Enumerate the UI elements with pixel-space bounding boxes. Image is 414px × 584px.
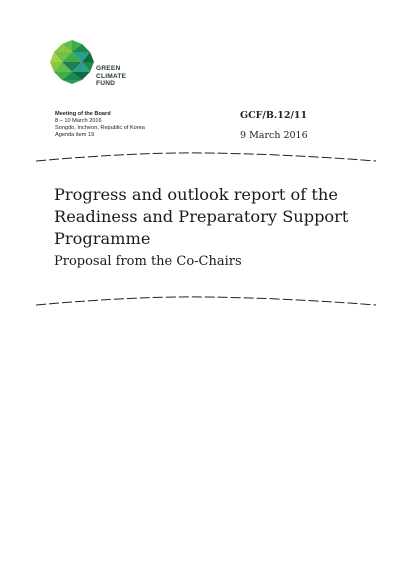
green-globe-icon [48,38,96,86]
logo-line-green: GREEN [96,65,121,72]
logo-line-fund: FUND [96,80,116,88]
meeting-dates: 8 – 10 March 2016 [55,118,102,124]
page-title [54,184,384,250]
meeting-title: Meeting of the Board [55,111,111,117]
meeting-location: Songdo, Incheon, Republic of Korea [55,125,145,131]
logo-text [96,65,126,88]
meeting-info [55,111,145,139]
wave-divider-top [36,150,376,164]
document-reference [240,110,308,142]
wave-divider-bottom [36,294,376,308]
title-block [54,184,384,271]
meeting-agenda: Agenda item 19 [55,132,95,138]
title-line-2: Readiness and Preparatory Support [54,207,349,226]
title-line-1: Progress and outlook report of the [54,185,338,204]
logo-line-climate: CLIMATE [96,72,127,80]
gcf-logo [48,38,148,98]
page-subtitle: Proposal from the Co-Chairs [54,254,242,269]
document-date: 9 March 2016 [240,130,308,141]
document-code: GCF/B.12/11 [240,110,308,121]
title-line-3: Programme [54,229,151,248]
